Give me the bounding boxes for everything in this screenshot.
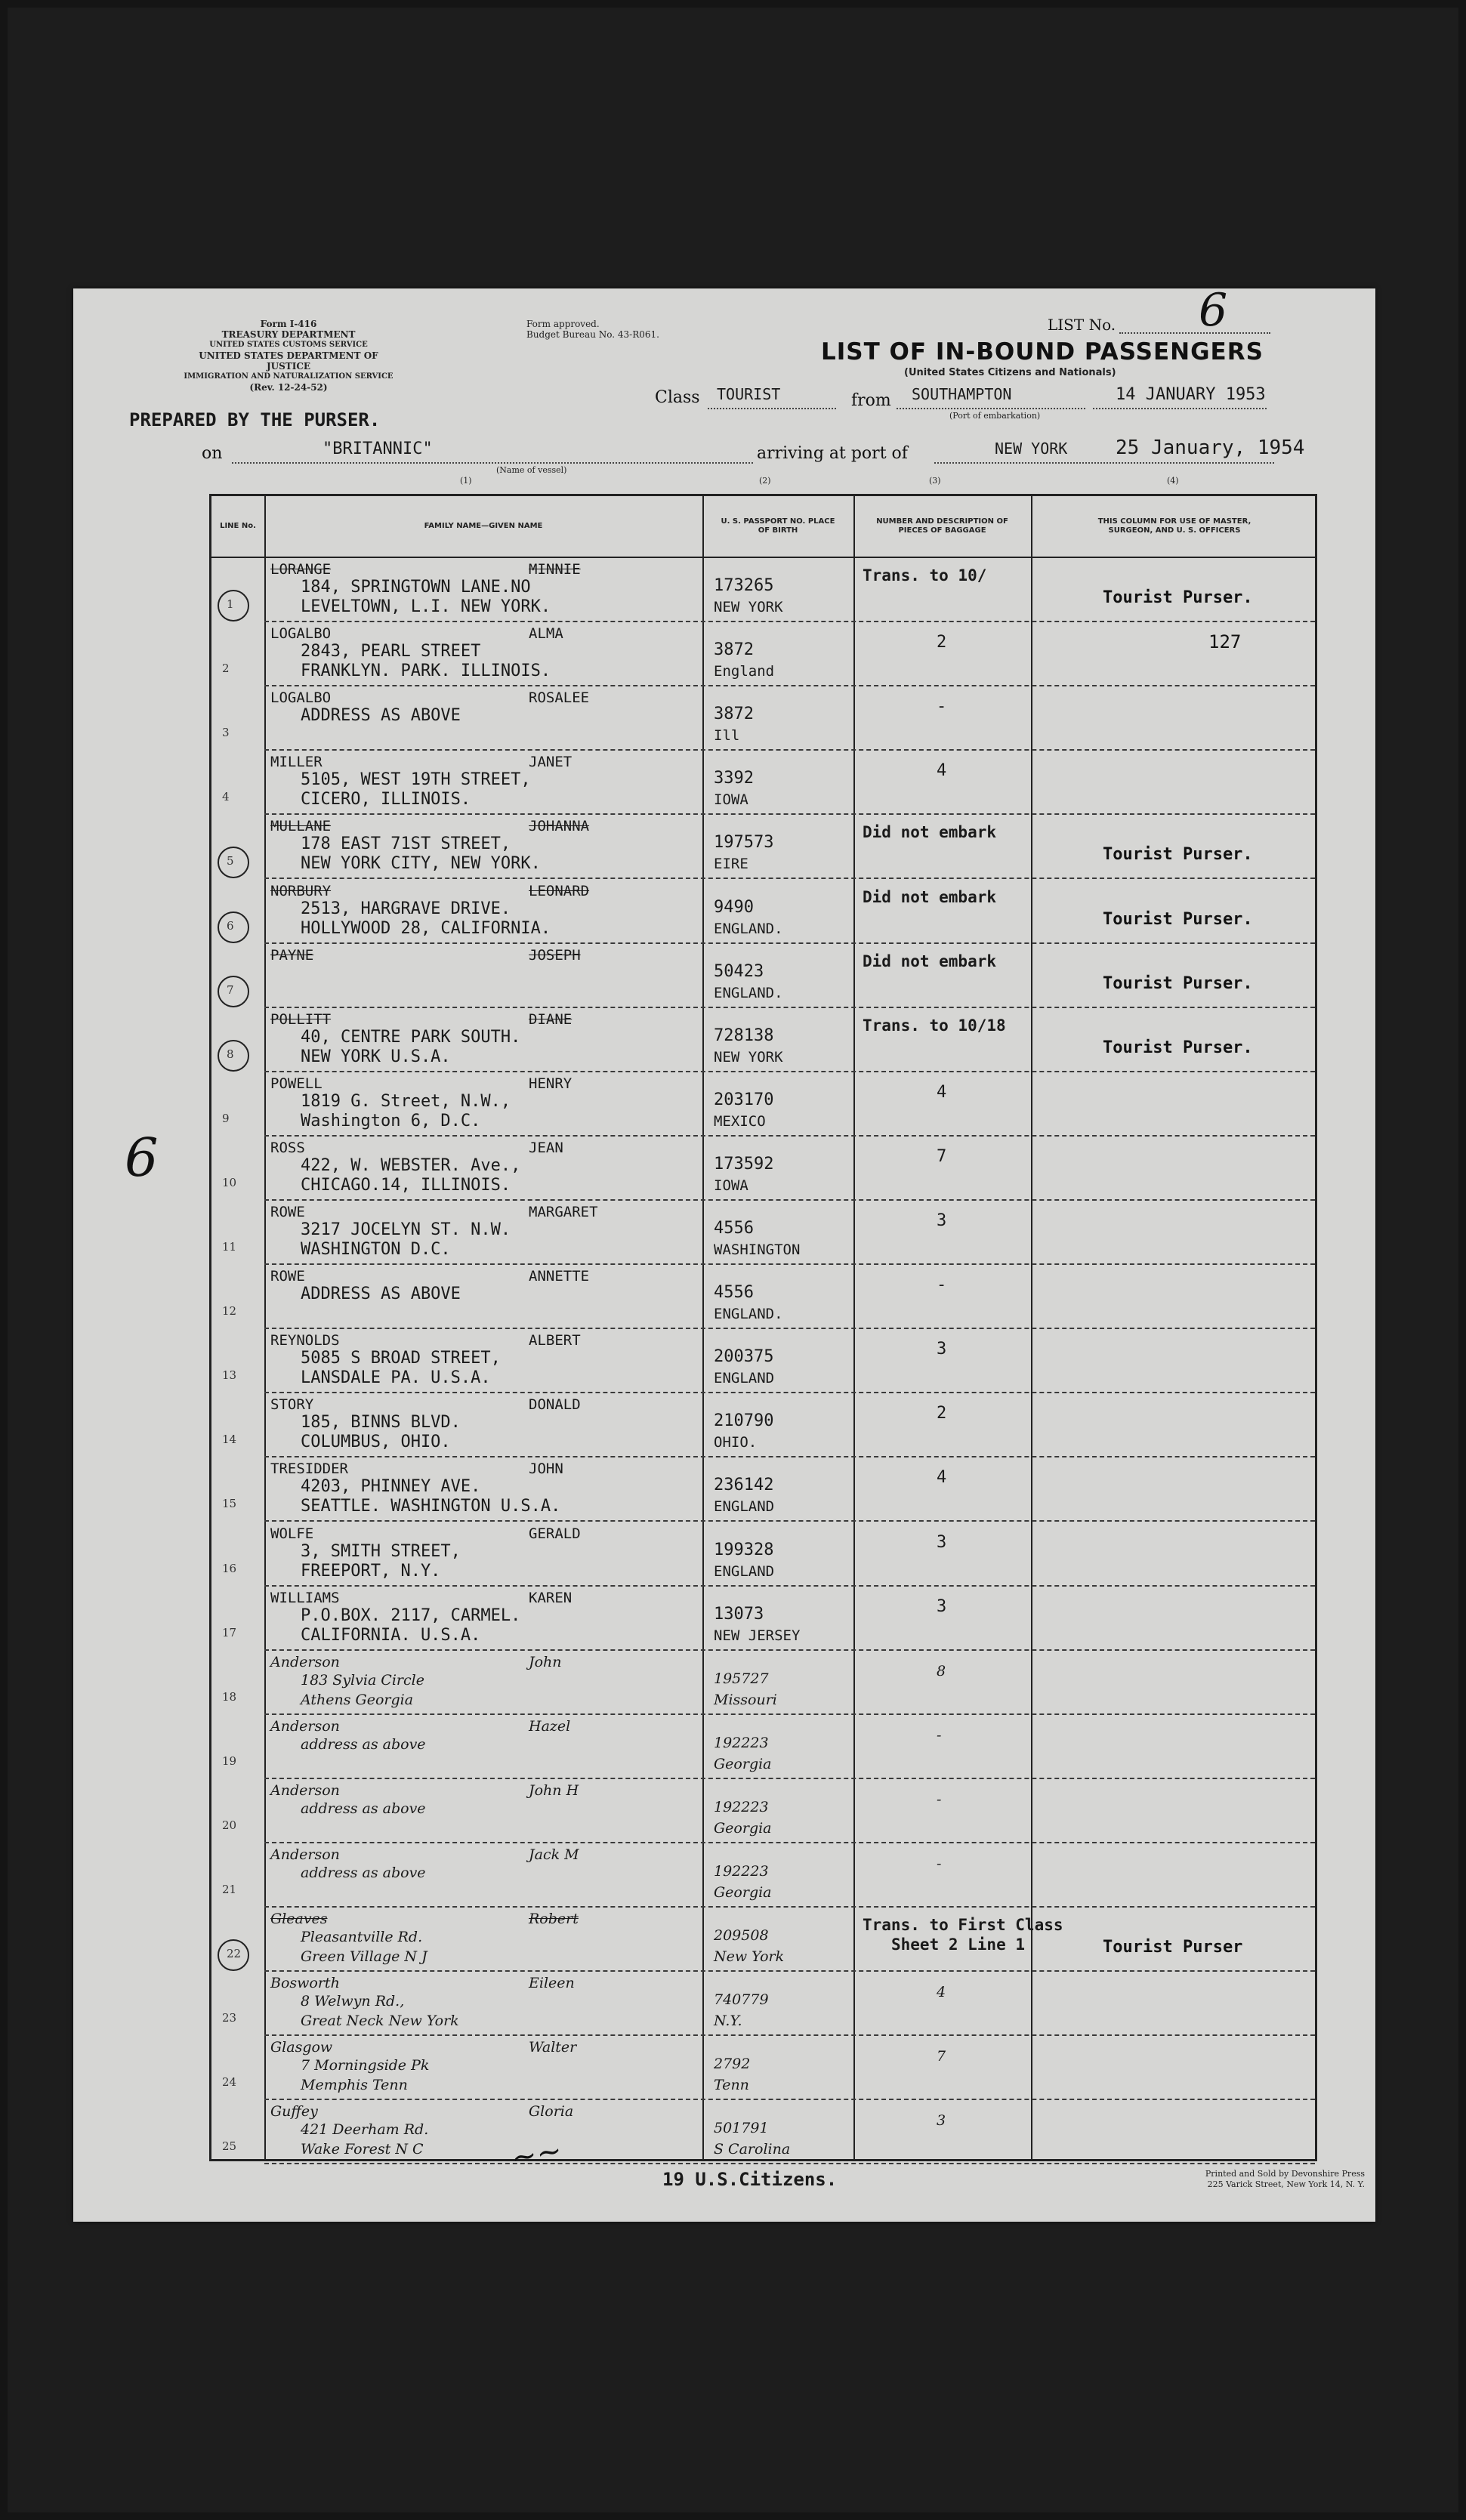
- line-circle-mark: [218, 847, 249, 878]
- family-name: PAYNE: [270, 946, 314, 964]
- address-line-1: 184, SPRINGTOWN LANE.NO: [301, 578, 531, 597]
- line-number: 9: [222, 1111, 230, 1125]
- arrival-line: [934, 462, 1274, 464]
- line-number: 22: [227, 1947, 242, 1961]
- place-of-birth: MEXICO: [714, 1112, 766, 1130]
- line-number: 18: [222, 1689, 237, 1704]
- place-of-birth: ENGLAND.: [714, 920, 783, 937]
- table-row: [211, 1522, 1315, 1587]
- line-number: 21: [222, 1883, 237, 1896]
- given-name: Jack M: [529, 1846, 579, 1863]
- passport-number: 236142: [714, 1476, 774, 1495]
- line-circle-mark: [218, 911, 249, 943]
- family-name: ROWE: [270, 1204, 305, 1220]
- address-line-1: address as above: [301, 1865, 426, 1881]
- given-name: ANNETTE: [529, 1268, 590, 1285]
- address-line-1: 8 Welwyn Rd.,: [301, 1993, 405, 2010]
- line-number: 11: [222, 1240, 237, 1254]
- class-value: TOURIST: [717, 385, 781, 403]
- given-name: MINNIE: [529, 561, 581, 578]
- address-line-1: 422, W. WEBSTER. Ave.,: [301, 1155, 521, 1175]
- budget-approval: [526, 319, 708, 340]
- address-line-1: ADDRESS AS ABOVE: [301, 1285, 461, 1304]
- address-line-2: Athens Georgia: [301, 1691, 414, 1708]
- address-line-2: Memphis Tenn: [301, 2077, 408, 2094]
- place-of-birth: England: [714, 663, 775, 680]
- address-line-2: FREEPORT, N.Y.: [301, 1561, 441, 1581]
- family-name: TRESIDDER: [270, 1460, 348, 1478]
- address-line-1: 7 Morningside Pk: [301, 2057, 430, 2074]
- baggage: -: [937, 1726, 942, 1744]
- class-line: [708, 408, 836, 409]
- given-name: Walter: [529, 2039, 577, 2056]
- port-of-embarkation: SOUTHAMPTON: [912, 385, 1012, 403]
- date-line: [1093, 408, 1267, 409]
- line-number: 20: [222, 1818, 237, 1832]
- port-caption: (Port of embarkation): [949, 411, 1041, 421]
- table-row: [211, 1651, 1315, 1715]
- table-row: [211, 2036, 1315, 2100]
- given-name: JANET: [529, 754, 573, 771]
- passport-number: 192223: [714, 1863, 769, 1880]
- table-row: [211, 1972, 1315, 2036]
- line-number: 13: [222, 1368, 237, 1383]
- address-line-1: address as above: [301, 1800, 426, 1817]
- place-of-birth: NEW YORK: [714, 599, 783, 615]
- officer-note: Tourist Purser.: [1103, 909, 1253, 929]
- place-of-birth: EIRE: [714, 856, 748, 873]
- officer-note: Tourist Purser.: [1103, 845, 1253, 865]
- line-number: 12: [222, 1304, 237, 1319]
- row-separator: [264, 2163, 1315, 2164]
- family-name: LORANGE: [270, 561, 332, 578]
- family-name: LOGALBO: [270, 625, 332, 643]
- line-number: 16: [222, 1561, 237, 1575]
- vessel-line: [232, 462, 753, 464]
- place-of-birth: New York: [714, 1948, 785, 1966]
- passport-number: 2792: [714, 2056, 751, 2073]
- family-name: Anderson: [270, 1846, 340, 1863]
- family-name: POLLITT: [270, 1010, 332, 1028]
- baggage: 7: [937, 2048, 946, 2065]
- place-of-birth: Georgia: [714, 1819, 772, 1837]
- place-of-birth: NEW YORK: [714, 1048, 783, 1066]
- table-row: [211, 1072, 1315, 1137]
- family-name: Anderson: [270, 1781, 340, 1799]
- place-of-birth: S Carolina: [714, 2141, 791, 2158]
- arrival-port: NEW YORK: [995, 440, 1068, 458]
- table-row: [211, 1008, 1315, 1072]
- address-line-2: FRANKLYN. PARK. ILLINOIS.: [301, 662, 551, 681]
- given-name: JOSEPH: [529, 946, 581, 964]
- address-line-1: 2513, HARGRAVE DRIVE.: [301, 899, 511, 918]
- from-label: from: [851, 391, 891, 410]
- passport-number: 209508: [714, 1927, 769, 1945]
- line-number: 23: [222, 2011, 237, 2025]
- passport-number: 50423: [714, 961, 764, 981]
- line-number: 4: [222, 790, 230, 804]
- place-of-birth: WASHINGTON: [714, 1241, 801, 1258]
- family-name: WILLIAMS: [270, 1589, 340, 1606]
- vessel-name: "BRITANNIC": [323, 440, 433, 458]
- line-number: 6: [227, 918, 234, 933]
- table-row: [211, 1137, 1315, 1201]
- baggage: 8: [937, 1662, 946, 1679]
- list-number: 6: [1199, 284, 1228, 337]
- place-of-birth: ENGLAND: [714, 1562, 775, 1580]
- place-of-birth: Georgia: [714, 1884, 772, 1901]
- given-name: ROSALEE: [529, 689, 590, 707]
- table-row: [211, 2100, 1315, 2164]
- form-approved: Form approved.: [526, 319, 600, 329]
- address-line-1: 3, SMITH STREET,: [301, 1541, 461, 1561]
- given-name: LEONARD: [529, 882, 590, 899]
- officer-note: 127: [1208, 631, 1242, 653]
- table-row: [211, 1201, 1315, 1265]
- citizen-count: 19 U.S.Citizens.: [662, 2169, 838, 2190]
- family-name: Anderson: [270, 1653, 340, 1670]
- place-of-birth: Georgia: [714, 1755, 772, 1772]
- baggage: Did not embark: [863, 887, 997, 906]
- baggage: Did not embark: [863, 952, 997, 970]
- table-row: [211, 944, 1315, 1008]
- arrival-date: 25 January, 1954: [1116, 436, 1305, 459]
- line-number: 19: [222, 1754, 237, 1768]
- place-of-birth: Missouri: [714, 1691, 777, 1708]
- caption-3: (3): [929, 476, 941, 486]
- given-name: DONALD: [529, 1396, 581, 1414]
- address-line-1: 1819 G. Street, N.W.,: [301, 1091, 511, 1111]
- table-row: [211, 1587, 1315, 1651]
- address-line-1: 183 Sylvia Circle: [301, 1671, 424, 1689]
- address-line-2: SEATTLE. WASHINGTON U.S.A.: [301, 1497, 561, 1516]
- passport-number: 728138: [714, 1026, 774, 1045]
- address-line-1: ADDRESS AS ABOVE: [301, 706, 461, 726]
- family-name: STORY: [270, 1396, 314, 1414]
- address-line-1: 4203, PHINNEY AVE.: [301, 1477, 481, 1497]
- family-name: ROWE: [270, 1268, 305, 1285]
- family-name: WOLFE: [270, 1525, 314, 1542]
- address-line-1: address as above: [301, 1735, 426, 1753]
- table-row: [211, 1715, 1315, 1779]
- baggage: 3: [937, 2112, 946, 2130]
- place-of-birth: ENGLAND: [714, 1498, 775, 1516]
- baggage: 4: [937, 1468, 947, 1488]
- given-name: JOHANNA: [529, 818, 590, 835]
- list-number-label: LIST No.: [1048, 316, 1116, 334]
- address-line-1: 5085 S BROAD STREET,: [301, 1349, 501, 1368]
- passport-number: 740779: [714, 1991, 769, 2009]
- table-row: [211, 751, 1315, 815]
- line-number: 5: [227, 854, 234, 868]
- table-row: [211, 1779, 1315, 1843]
- dept-treasury: TREASURY DEPARTMENT: [221, 329, 356, 340]
- table-row: [211, 1457, 1315, 1522]
- address-line-2: Wake Forest N C: [301, 2141, 424, 2158]
- address-line-1: 178 EAST 71ST STREET,: [301, 834, 511, 854]
- place-of-birth: OHIO.: [714, 1434, 758, 1451]
- class-label: Class: [655, 388, 700, 407]
- address-line-2: Washington 6, D.C.: [301, 1111, 481, 1130]
- address-line-2: NEW YORK CITY, NEW YORK.: [301, 854, 541, 874]
- passport-number: 501791: [714, 2120, 769, 2137]
- address-line-2: NEW YORK U.S.A.: [301, 1047, 451, 1066]
- family-name: NORBURY: [270, 882, 332, 899]
- passport-number: 210790: [714, 1411, 774, 1431]
- form-header: [179, 319, 398, 393]
- page-subtitle: (United States Citizens and Nationals): [904, 367, 1116, 378]
- dept-justice: UNITED STATES DEPARTMENT OF JUSTICE: [199, 350, 378, 372]
- table-row: [211, 622, 1315, 686]
- printer-line-2: 225 Varick Street, New York 14, N. Y.: [1207, 2179, 1365, 2189]
- given-name: JOHN: [529, 1460, 563, 1478]
- vessel-caption: (Name of vessel): [496, 465, 567, 475]
- baggage: 3: [937, 1340, 947, 1359]
- line-number: 7: [227, 982, 234, 997]
- passport-number: 199328: [714, 1540, 774, 1559]
- family-name: Guffey: [270, 2103, 318, 2121]
- place-of-birth: IOWA: [714, 791, 748, 809]
- passport-number: 192223: [714, 1798, 769, 1815]
- caption-1: (1): [460, 476, 472, 486]
- passport-number: 173592: [714, 1154, 774, 1174]
- officer-note: Tourist Purser.: [1103, 1038, 1253, 1057]
- address-line-1: 3217 JOCELYN ST. N.W.: [301, 1220, 511, 1239]
- baggage: Trans. to 10/18: [863, 1016, 1006, 1035]
- officer-note: Tourist Purser.: [1103, 588, 1253, 607]
- baggage: 4: [937, 1984, 946, 2001]
- place-of-birth: ENGLAND.: [714, 984, 783, 1001]
- given-name: GERALD: [529, 1525, 581, 1542]
- table-row: [211, 1329, 1315, 1393]
- given-name: Hazel: [529, 1717, 571, 1735]
- given-name: John H: [529, 1781, 579, 1799]
- baggage: 3: [937, 1596, 947, 1616]
- family-name: MILLER: [270, 754, 323, 771]
- given-name: ALMA: [529, 625, 563, 643]
- given-name: JEAN: [529, 1139, 563, 1156]
- margin-annotation: 6: [125, 1127, 159, 1189]
- address-line-1: 185, BINNS BLVD.: [301, 1413, 461, 1433]
- col-header-line-no: LINE No.: [220, 522, 256, 530]
- table-row: [211, 1908, 1315, 1972]
- line-number: 3: [222, 726, 230, 740]
- given-name: KAREN: [529, 1589, 573, 1606]
- place-of-birth: Tenn: [714, 2077, 749, 2094]
- family-name: Glasgow: [270, 2039, 333, 2056]
- table-row: [211, 815, 1315, 879]
- family-name: POWELL: [270, 1075, 323, 1092]
- line-number: 8: [227, 1047, 234, 1061]
- dept-immigration: IMMIGRATION AND NATURALIZATION SERVICE: [184, 372, 394, 381]
- line-number: 10: [222, 1175, 237, 1189]
- baggage: 3: [937, 1532, 947, 1552]
- given-name: Robert: [529, 1911, 579, 1928]
- line-number: 2: [222, 662, 230, 676]
- baggage: 4: [937, 1082, 947, 1102]
- prepared-by: PREPARED BY THE PURSER.: [129, 409, 381, 430]
- baggage: 3: [937, 1211, 947, 1230]
- address-line-1: P.O.BOX. 2117, CARMEL.: [301, 1605, 521, 1625]
- baggage: 7: [937, 1146, 947, 1166]
- baggage: 2: [937, 1404, 947, 1423]
- officer-note: Tourist Purser.: [1103, 973, 1253, 993]
- passport-number: 195727: [714, 1670, 769, 1687]
- address-line-1: 5105, WEST 19TH STREET,: [301, 770, 531, 790]
- place-of-birth: ENGLAND.: [714, 1306, 783, 1323]
- line-number: 14: [222, 1433, 237, 1447]
- passport-number: 4556: [714, 1219, 754, 1238]
- place-of-birth: N.Y.: [714, 2013, 742, 2030]
- baggage: -: [937, 1275, 947, 1295]
- passport-number: 192223: [714, 1734, 769, 1751]
- address-line-2: Great Neck New York: [301, 2013, 459, 2030]
- given-name: DIANE: [529, 1010, 573, 1028]
- passport-number: 3872: [714, 705, 754, 724]
- passport-number: 197573: [714, 833, 774, 853]
- passport-number: 173265: [714, 576, 774, 595]
- dept-customs: UNITED STATES CUSTOMS SERVICE: [209, 341, 368, 349]
- passport-number: 13073: [714, 1604, 764, 1624]
- page-title: LIST OF IN-BOUND PASSENGERS: [821, 338, 1264, 366]
- place-of-birth: NEW JERSEY: [714, 1627, 801, 1644]
- family-name: MULLANE: [270, 818, 332, 835]
- address-line-2: HOLLYWOOD 28, CALIFORNIA.: [301, 918, 551, 938]
- passport-number: 9490: [714, 897, 754, 917]
- family-name: Gleaves: [270, 1911, 328, 1928]
- passport-number: 203170: [714, 1090, 774, 1109]
- passport-number: 4556: [714, 1283, 754, 1303]
- arriving-label: arriving at port of: [757, 444, 908, 463]
- baggage: -: [937, 697, 947, 717]
- given-name: John: [529, 1653, 562, 1670]
- printer-imprint: [1085, 2169, 1365, 2190]
- line-circle-mark: [218, 1939, 249, 1971]
- baggage: -: [937, 1855, 942, 1872]
- address-line-1: 40, CENTRE PARK SOUTH.: [301, 1027, 521, 1047]
- line-number: 1: [227, 597, 234, 611]
- passport-number: 3872: [714, 640, 754, 660]
- line-number: 25: [222, 2139, 237, 2154]
- place-of-birth: Ill: [714, 727, 740, 745]
- printer-line-1: Printed and Sold by Devonshire Press: [1205, 2169, 1365, 2179]
- address-line-2: LANSDALE PA. U.S.A.: [301, 1368, 491, 1388]
- line-circle-mark: [218, 976, 249, 1007]
- address-line-1: 421 Deerham Rd.: [301, 2121, 429, 2139]
- table-row: [211, 1843, 1315, 1908]
- passenger-table: [209, 494, 1317, 2161]
- line-number: 24: [222, 2075, 237, 2090]
- address-line-1: Pleasantville Rd.: [301, 1929, 423, 1946]
- col-header-name: FAMILY NAME—GIVEN NAME: [424, 522, 543, 530]
- form-revision: (Rev. 12-24-52): [249, 382, 328, 393]
- on-label: on: [202, 444, 223, 463]
- baggage-note: Sheet 2 Line 1: [891, 1935, 1026, 1954]
- address-line-2: CALIFORNIA. U.S.A.: [301, 1625, 481, 1645]
- family-name: Anderson: [270, 1717, 340, 1735]
- passport-number: 3392: [714, 769, 754, 788]
- form-number: Form I-416: [260, 319, 317, 329]
- given-name: ALBERT: [529, 1332, 581, 1349]
- caption-2: (2): [759, 476, 771, 486]
- caption-4: (4): [1167, 476, 1179, 486]
- baggage: 2: [937, 633, 947, 652]
- col-header-officers: THIS COLUMN FOR USE OF MASTER, SURGEON, AND U. S. OFFICERS: [1097, 517, 1252, 535]
- baggage: Trans. to 10/: [863, 566, 987, 585]
- baggage: 4: [937, 761, 947, 781]
- line-number: 17: [222, 1625, 237, 1639]
- line-circle-mark: [218, 1040, 249, 1072]
- given-name: Eileen: [529, 1975, 575, 1992]
- place-of-birth: ENGLAND: [714, 1370, 775, 1387]
- baggage: Trans. to First Class: [863, 1916, 1063, 1935]
- baggage: Did not embark: [863, 823, 997, 842]
- address-line-2: CICERO, ILLINOIS.: [301, 790, 471, 810]
- table-row: [211, 1265, 1315, 1329]
- given-name: MARGARET: [529, 1204, 598, 1220]
- address-line-2: CHICAGO.14, ILLINOIS.: [301, 1175, 511, 1195]
- list-number-line: [1119, 332, 1270, 334]
- table-row: [211, 1393, 1315, 1457]
- given-name: HENRY: [529, 1075, 573, 1092]
- officer-note: Tourist Purser: [1103, 1938, 1243, 1957]
- place-of-birth: IOWA: [714, 1177, 748, 1194]
- given-name: Gloria: [529, 2103, 574, 2121]
- address-line-2: COLUMBUS, OHIO.: [301, 1433, 451, 1452]
- family-name: LOGALBO: [270, 689, 332, 707]
- family-name: ROSS: [270, 1139, 305, 1156]
- address-line-2: LEVELTOWN, L.I. NEW YORK.: [301, 597, 551, 616]
- col-header-baggage: NUMBER AND DESCRIPTION OF PIECES OF BAGGAGE: [876, 517, 1008, 535]
- manifest-sheet: [73, 284, 1375, 2222]
- col-header-passport: U. S. PASSPORT NO. PLACE OF BIRTH: [721, 517, 835, 535]
- budget-bureau: Budget Bureau No. 43-R061.: [526, 329, 659, 340]
- address-line-2: Green Village N J: [301, 1948, 427, 1966]
- line-number: 15: [222, 1497, 237, 1511]
- passport-number: 200375: [714, 1347, 774, 1367]
- family-name: REYNOLDS: [270, 1332, 340, 1349]
- table-row: [211, 880, 1315, 944]
- address-line-2: WASHINGTON D.C.: [301, 1240, 451, 1259]
- from-line: [897, 408, 1085, 409]
- table-row: [211, 686, 1315, 751]
- family-name: Bosworth: [270, 1975, 340, 1992]
- line-circle-mark: [218, 590, 249, 622]
- address-line-1: 2843, PEARL STREET: [301, 642, 481, 662]
- embarkation-date: 14 JANUARY 1953: [1116, 385, 1266, 404]
- baggage: -: [937, 1791, 942, 1808]
- table-row: [211, 558, 1315, 622]
- signature: ~~: [508, 2133, 565, 2176]
